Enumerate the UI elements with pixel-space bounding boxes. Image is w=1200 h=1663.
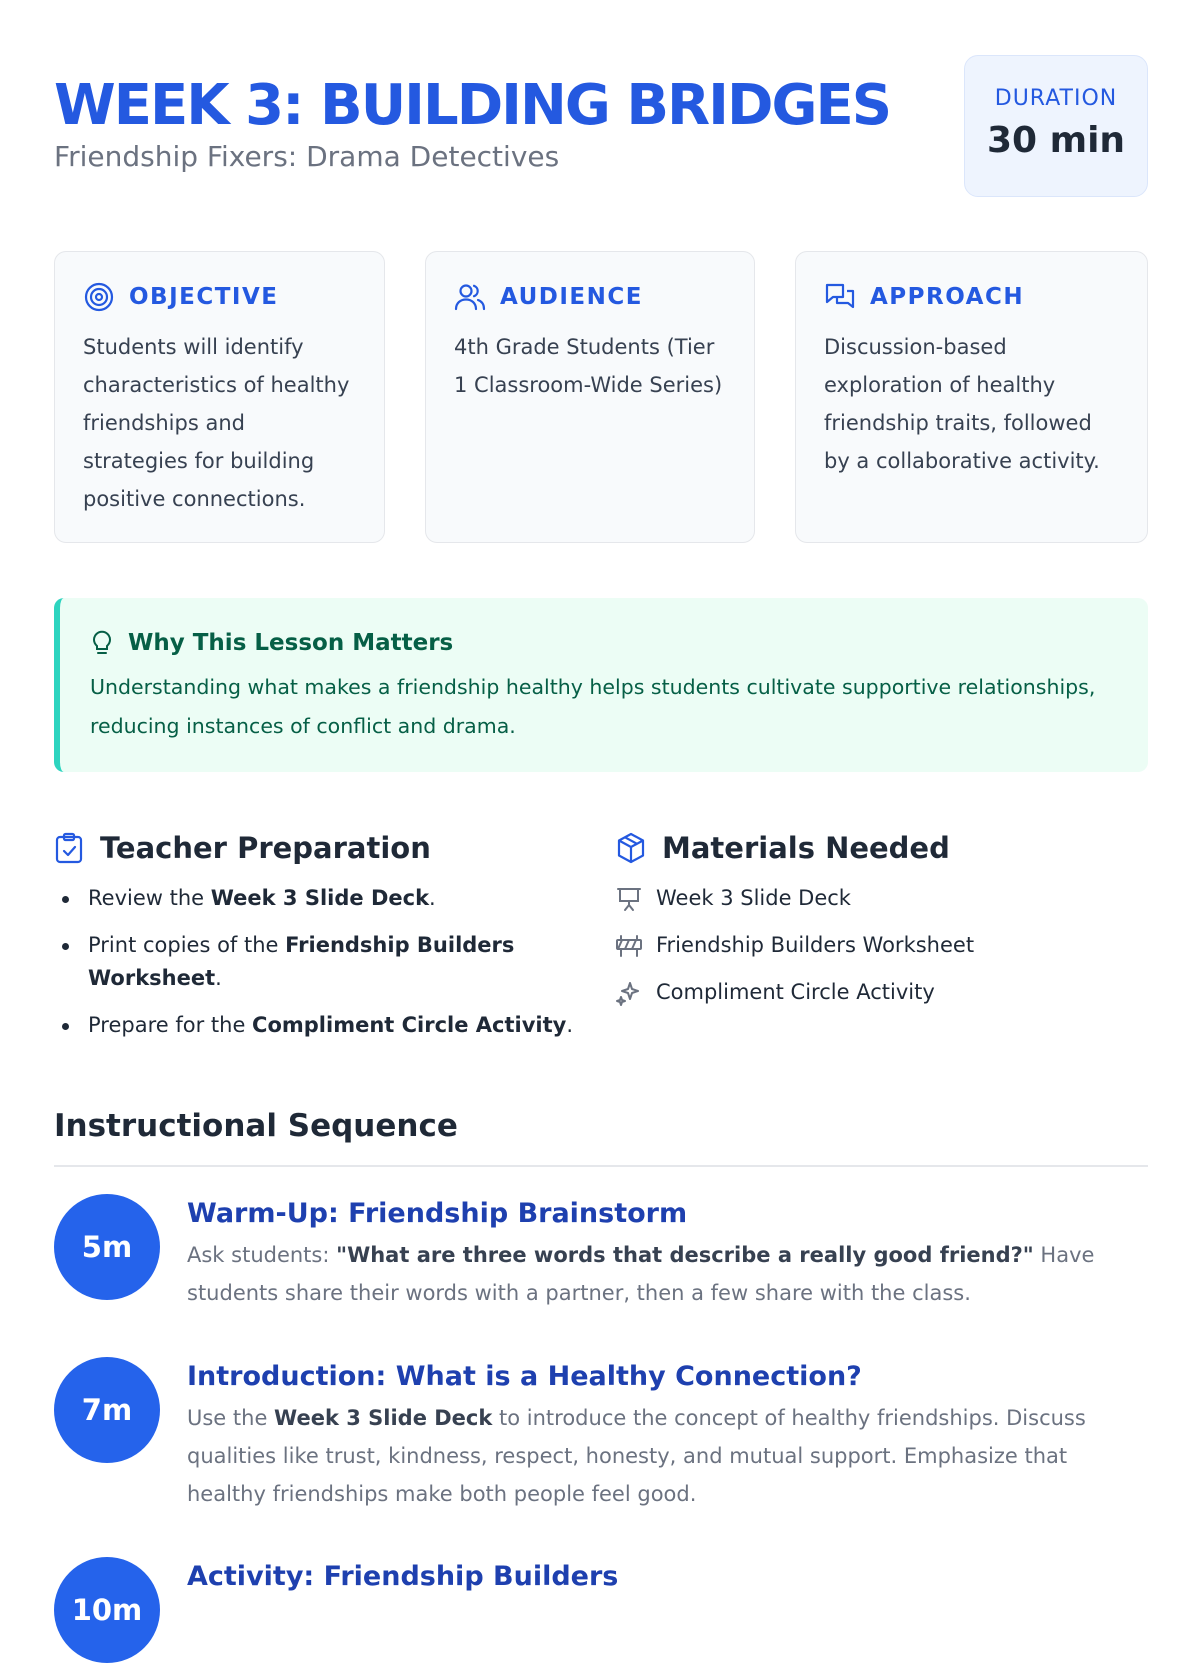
step-title: Activity: Friendship Builders bbox=[187, 1561, 619, 1592]
step-body: Use the Week 3 Slide Deck to introduce the concept of healthy friendships. Discuss qualities like trust, kindness, respect, honesty, and mutual support. Emphasize that healthy friendships make both people feel good. bbox=[187, 1406, 1086, 1506]
approach-card bbox=[795, 251, 1148, 543]
box-icon bbox=[616, 832, 646, 864]
list-item: Review the Week 3 Slide Deck. bbox=[54, 882, 584, 915]
presentation-icon bbox=[616, 886, 642, 912]
clipboard-check-icon bbox=[54, 832, 84, 864]
audience-title: AUDIENCE bbox=[500, 284, 643, 310]
materials-list bbox=[616, 882, 1148, 1009]
header bbox=[54, 55, 1148, 195]
step-title: Introduction: What is a Healthy Connection? bbox=[187, 1361, 862, 1392]
divider bbox=[54, 1165, 1148, 1167]
objective-card bbox=[54, 251, 385, 543]
audience-body: 4th Grade Students (Tier 1 Classroom-Wide Series) bbox=[454, 335, 723, 397]
lesson-plan-page bbox=[54, 0, 1148, 1627]
lightbulb-icon bbox=[90, 629, 114, 657]
approach-title: APPROACH bbox=[870, 284, 1025, 310]
prep-list bbox=[54, 882, 614, 1042]
why-body: Understanding what makes a friendship healthy helps students cultivate supportive relationships, reducing instances of conflict and drama. bbox=[90, 675, 1096, 738]
sequence-title: Instructional Sequence bbox=[54, 1108, 458, 1144]
audience-card bbox=[425, 251, 755, 543]
list-item: Print copies of the Friendship Builders Worksheet. bbox=[54, 929, 584, 995]
step-body: Ask students: "What are three words that describe a really good friend?" Have students share their words with a partner, then a few share with the class. bbox=[187, 1243, 1095, 1305]
objective-body: Students will identify characteristics of healthy friendships and strategies for building positive connections. bbox=[83, 335, 350, 511]
approach-body: Discussion-based exploration of healthy friendship traits, followed by a collaborative activity. bbox=[824, 335, 1100, 473]
info-cards bbox=[54, 251, 1148, 543]
sparkles-icon bbox=[616, 980, 642, 1006]
list-item: Week 3 Slide Deck bbox=[616, 882, 1148, 915]
duration-label: DURATION bbox=[994, 86, 1118, 111]
step-duration-badge: 10m bbox=[54, 1557, 160, 1663]
why-callout bbox=[54, 598, 1148, 772]
chat-bubbles-icon bbox=[824, 281, 856, 313]
duration-value: 30 min bbox=[986, 120, 1126, 161]
step-duration-badge: 5m bbox=[54, 1194, 160, 1300]
step-title: Warm-Up: Friendship Brainstorm bbox=[187, 1198, 688, 1229]
materials-needed bbox=[616, 828, 1148, 1023]
sequence-step bbox=[54, 1194, 1148, 1314]
list-item: Prepare for the Compliment Circle Activity. bbox=[54, 1009, 584, 1042]
sequence-step bbox=[54, 1357, 1148, 1517]
users-icon bbox=[454, 281, 486, 313]
teacher-preparation bbox=[54, 828, 614, 1056]
construction-barrier-icon bbox=[616, 933, 642, 959]
sequence-step bbox=[54, 1557, 1148, 1627]
materials-title: Materials Needed bbox=[662, 831, 950, 865]
duration-badge bbox=[964, 55, 1148, 197]
list-item: Friendship Builders Worksheet bbox=[616, 929, 1148, 962]
why-title: Why This Lesson Matters bbox=[128, 630, 454, 656]
objective-title: OBJECTIVE bbox=[129, 284, 279, 310]
page-title: WEEK 3: BUILDING BRIDGES bbox=[54, 73, 891, 138]
target-icon bbox=[83, 281, 115, 313]
step-duration-badge: 7m bbox=[54, 1357, 160, 1463]
prep-title: Teacher Preparation bbox=[100, 831, 431, 865]
page-subtitle: Friendship Fixers: Drama Detectives bbox=[54, 140, 560, 173]
list-item: Compliment Circle Activity bbox=[616, 976, 1148, 1009]
